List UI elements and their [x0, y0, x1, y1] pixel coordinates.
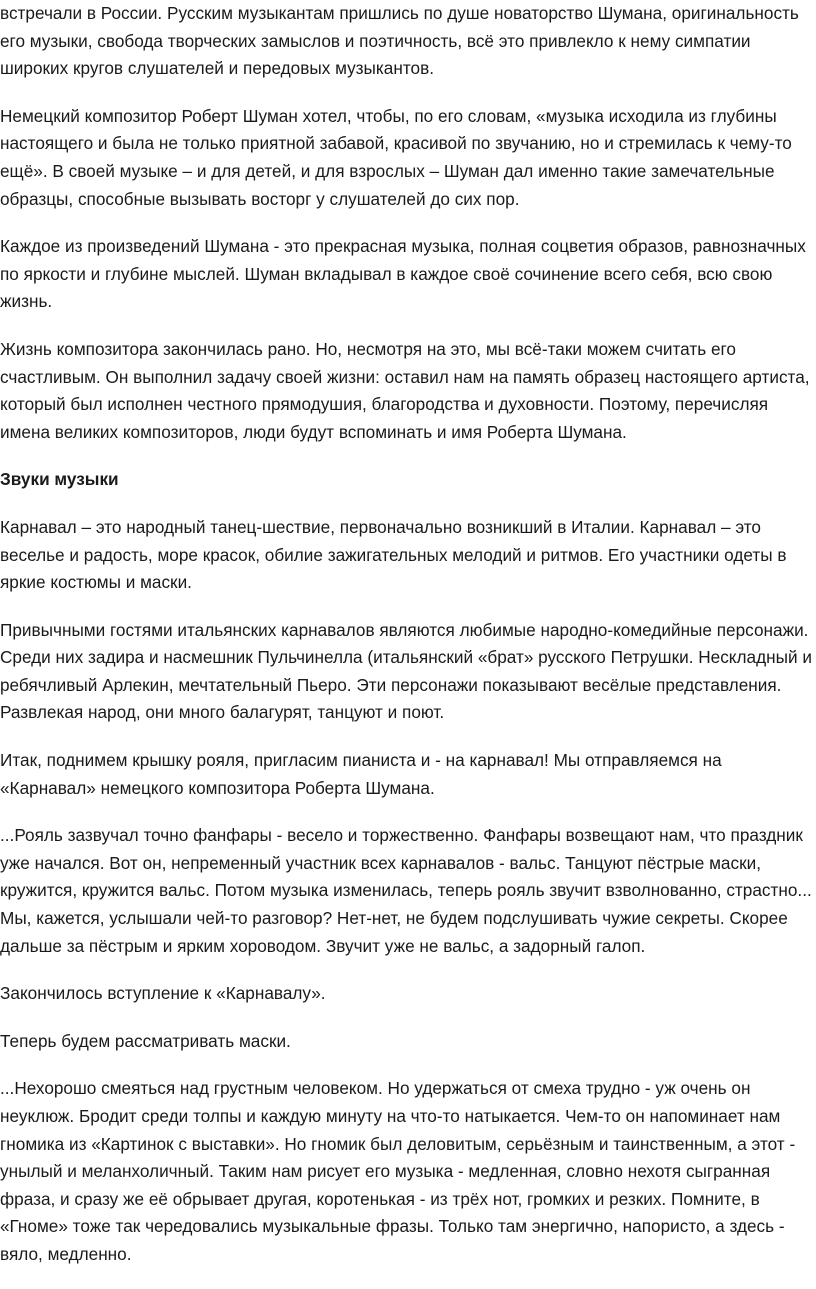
- paragraph-sad-mask: ...Нехорошо смеяться над грустным человеком. Но удержаться от смеха трудно - уж очень он неуклюж. Бродит среди толпы и каждую минуту на что-то натыкается. Чем-то он напоминает нам гномика из «Картинок с выставки». Но гномик был деловитым, серьёзным и таинственным, а этот - унылый и меланхоличный. Таким нам рисует его музыка - медленная, словно нехотя сыгранная фраза, и сразу же её обрывает другая, коротенькая - из трёх нот, громких и резких. Помните, в «Гноме» тоже так чередовались музыкальные фразы. Только там энергично, напористо, а здесь - вяло, медленно.: [0, 1078, 796, 1264]
- paragraph-carnival-characters: Привычными гостями итальянских карнавалов являются любимые народно-комедийные персонажи. Среди них задира и насмешник Пульчинелла (итальянский «брат» русского Петрушки. Нескладный и ребячливый Арлекин, мечтательный Пьеро. Эти персонажи показывают весёлые представления. Развлекая народ, они много балагурят, танцуют и поют.: [0, 619, 812, 723]
- paragraph-schumann-life: Жизнь композитора закончилась рано. Но, несмотря на это, мы всё-таки можем считать его счастливым. Он выполнил задачу своей жизни: оставил нам на память образец настоящего артиста, который был исполнен честного прямодушия, благородства и духовности. Поэтому, перечисляя имена великих композиторов, люди будут вспоминать и имя Роберта Шумана.: [0, 338, 810, 442]
- paragraph-carnival-fanfare: ...Рояль зазвучал точно фанфары - весело и торжественно. Фанфары возвещают нам, что праздник уже начался. Вот он, непременный участник всех карнавалов - вальс. Танцуют пёстрые маски, кружится, кружится вальс. Потом музыка изменилась, теперь рояль звучит взволнованно, страстно... Мы, кажется, услышали чей-то разговор? Нет-нет, не будем подслушивать чужие секреты. Скорее дальше за пёстрым и ярким хороводом. Звучит уже не вальс, а задорный галоп.: [0, 825, 812, 956]
- paragraph-schumann-works: Каждое из произведений Шумана - это прекрасная музыка, полная соцветия образов, равнозначных по яркости и глубине мыслей. Шуман вкладывал в каждое своё сочинение всего себя, всю свою жизнь.: [0, 236, 806, 312]
- section-heading: Звуки музыки: [0, 469, 119, 490]
- paragraph-carnival-invitation: Итак, поднимем крышку рояля, пригласим пианиста и - на карнавал! Мы отправляемся на «Карнавал» немецкого композитора Роберта Шумана.: [0, 750, 722, 798]
- paragraph-schumann-russia: встречали в России. Русским музыкантам пришлись по душе новаторство Шумана, оригинальность его музыки, свобода творческих замыслов и поэтичность, всё это привлекло к нему симпатии широких кругов слушателей и передовых музыкантов.: [0, 3, 799, 79]
- paragraph-intro-ended: Закончилось вступление к «Карнавалу».: [0, 983, 326, 1004]
- paragraph-masks: Теперь будем рассматривать маски.: [0, 1030, 291, 1051]
- paragraph-schumann-quote: Немецкий композитор Роберт Шуман хотел, чтобы, по его словам, «музыка исходила из глубины настоящего и была не только приятной забавой, красивой по звучанию, но и стремилась к чему-то ещё». В своей музыке – и для детей, и для взрослых – Шуман дал именно такие замечательные образцы, способные вызывать восторг у слушателей до сих пор.: [0, 105, 792, 209]
- paragraph-carnival-definition: Карнавал – это народный танец-шествие, первоначально возникший в Италии. Карнавал – это веселье и радость, море красок, обилие зажигательных мелодий и ритмов. Его участники одеты в яркие костюмы и маски.: [0, 516, 787, 593]
